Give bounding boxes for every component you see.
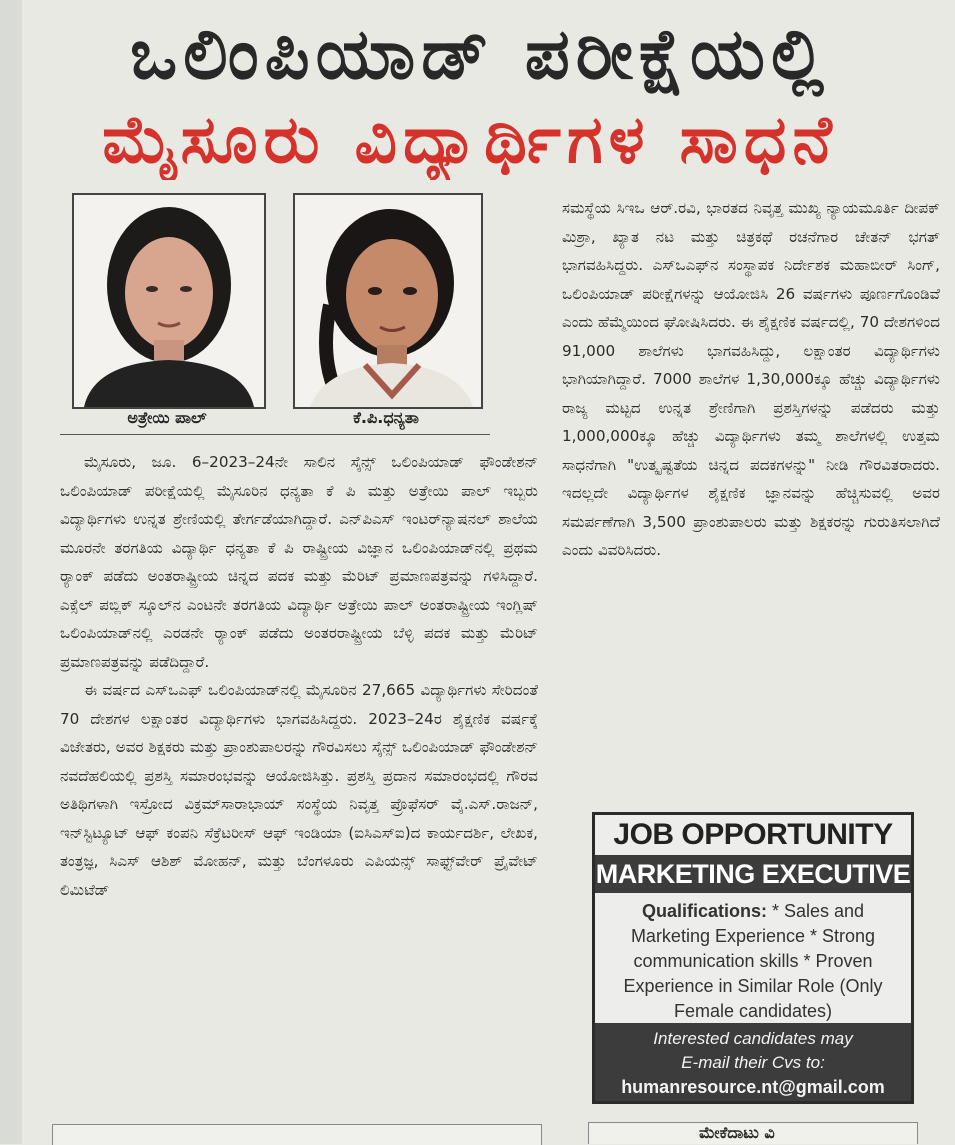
student-photo-dhanyatha: [293, 193, 483, 409]
article-column-left: [60, 448, 538, 1120]
job-advertisement: [592, 812, 914, 1104]
ad-email-link[interactable]: humanresource.nt@gmail.com: [621, 1077, 885, 1097]
headline-line-1: ಒಲಿಂಪಿಯಾಡ್ ಪರೀಕ್ಷೆಯಲ್ಲಿ: [130, 13, 830, 95]
ad-subtitle: MARKETING EXECUTIVE: [595, 855, 911, 893]
article-paragraph: ಸಮಸ್ಥೆಯ ಸಿಇಒ ಆರ್.ರವಿ, ಭಾರತದ ನಿವೃತ್ತ ಮುಖ್ಯ ನ್ಯಾಯಮೂರ್ತಿ ದೀಪಕ್ ಮಿಶ್ರಾ, ಖ್ಯಾತ ನಟ ಮತ್ತು ಚಿತ್ರಕಥೆ ರಚನೆಗಾರ ಚೇತನ್ ಭಗತ್ ಭಾಗವಹಿಸಿದ್ದರು. ಎಸ್‌ಒಎಫ್‌ನ ಸಂಸ್ಥಾಪಕ ನಿರ್ದೇಶಕ ಮಹಾಬೀರ್ ಸಿಂಗ್, ಒಲಿಂಪಿಯಾಡ್ ಪರೀಕ್ಷೆಗಳನ್ನು ಆಯೋಜಿಸಿ 26 ವರ್ಷಗಳು ಪೂರ್ಣಗೊಂಡಿವೆ ಎಂದು ಹೆಮ್ಮೆಯಿಂದ ಘೋಷಿಸಿದರು. ಈ ಶೈಕ್ಷಣಿಕ ವರ್ಷದಲ್ಲಿ, 70 ದೇಶಗಳಿಂದ 91,000 ಶಾಲೆಗಳು ಭಾಗವಹಿಸಿದ್ದು, ಲಕ್ಷಾಂತರ ವಿದ್ಯಾರ್ಥಿಗಳು ಭಾಗಿಯಾಗಿದ್ದಾರೆ. 7000 ಶಾಲೆಗಳ 1,30,000ಕ್ಕೂ ಹೆಚ್ಚು ವಿದ್ಯಾರ್ಥಿಗಳು ರಾಜ್ಯ ಮಟ್ಟದ ಉನ್ನತ ಶ್ರೇಣಿಗಾಗಿ ಪ್ರಶಸ್ತಿಗಳನ್ನು ಪಡೆದರು ಮತ್ತು 1,000,000ಕ್ಕೂ ಹೆಚ್ಚು ವಿದ್ಯಾರ್ಥಿಗಳು ತಮ್ಮ ಶಾಲೆಗಳಲ್ಲಿ ಉತ್ತಮ ಸಾಧನೆಗಾಗಿ "ಉತ್ಕೃಷ್ಟತೆಯ ಚಿನ್ನದ ಪದಕಗಳನ್ನು" ನೀಡಿ ಗೌರವಿತರಾದರು. ಇದಲ್ಲದೇ ವಿದ್ಯಾರ್ಥಿಗಳ ಶೈಕ್ಷಣಿಕ ಜ್ಞಾನವನ್ನು ಹೆಚ್ಚಿಸುವಲ್ಲಿ ಅವರ ಸಮರ್ಪಣೆಗಾಗಿ 3,500 ಪ್ರಾಂಶುಪಾಲರು ಮತ್ತು ಶಿಕ್ಷಕರನ್ನು ಗುರುತಿಸಲಾಗಿದೆ ಎಂದು ವಿವರಿಸಿದರು.: [562, 199, 940, 559]
headline-line-2: ಮೈಸೂರು ವಿದ್ಯಾರ್ಥಿಗಳ ಸಾಧನೆ: [102, 101, 838, 178]
ad-contact: [595, 1023, 911, 1101]
caption-divider: [60, 434, 490, 435]
article-paragraph: ಈ ವರ್ಷದ ಎಸ್‌ಒಎಫ್ ಒಲಿಂಪಿಯಾಡ್‌ನಲ್ಲಿ ಮೈಸೂರಿನ 27,665 ವಿದ್ಯಾರ್ಥಿಗಳು ಸೇರಿದಂತೆ 70 ದೇಶಗಳ ಲಕ್ಷಾಂತರ ವಿದ್ಯಾರ್ಥಿಗಳು ಭಾಗವಹಿಸಿದ್ದರು. 2023–24ರ ಶೈಕ್ಷಣಿಕ ವರ್ಷಕ್ಕೆ ವಿಜೇತರು, ಅವರ ಶಿಕ್ಷಕರು ಮತ್ತು ಪ್ರಾಂಶುಪಾಲರನ್ನು ಗೌರವಿಸಲು ಸೈನ್ಸ್ ಒಲಿಂಪಿಯಾಡ್ ಫೌಂಡೇಶನ್ ನವದೆಹಲಿಯಲ್ಲಿ ಪ್ರಶಸ್ತಿ ಸಮಾರಂಭವನ್ನು ಆಯೋಜಿಸಿತ್ತು. ಪ್ರಶಸ್ತಿ ಪ್ರದಾನ ಸಮಾರಂಭದಲ್ಲಿ ಗೌರವ ಅತಿಥಿಗಳಾಗಿ ಇಸ್ರೋದ ವಿಕ್ರಮ್‌ಸಾರಾಭಾಯ್ ಸಂಸ್ಥೆಯ ನಿವೃತ್ತ ಪ್ರೊಫೆಸರ್ ವೈ.ಎಸ್.ರಾಜನ್, ಇನ್‌ಸ್ಟಿಟ್ಯೂಟ್ ಆಫ್ ಕಂಪನಿ ಸೆಕ್ರೆಟರೀಸ್ ಆಫ್ ಇಂಡಿಯಾ (ಐಸಿಎಸ್‌ಐ)ದ ಕಾರ್ಯದರ್ಶಿ, ಲೇಖಕ, ತಂತ್ರಜ್ಞ, ಸಿಎಸ್ ಆಶಿಶ್ ಮೋಹನ್, ಮತ್ತು ಬೆಂಗಳೂರು ಎಪಿಯನ್ಸ್ ಸಾಫ್ಟ್‌ವೇರ್ ಪ್ರೈವೇಟ್ ಲಿಮಿಟೆಡ್: [60, 681, 538, 899]
photo-caption-dhanyatha: ಕೆ.ಪಿ.ಧನ್ಯತಾ: [353, 408, 419, 427]
article-column-right: [562, 194, 940, 794]
ad-contact-line-2: E-mail their Cvs to:: [681, 1053, 825, 1072]
ad-qualifications: [595, 893, 911, 1023]
student-photo-athreyi: [72, 193, 266, 409]
ad-qualifications-label: Qualifications:: [641, 901, 767, 921]
article-paragraph: ಮೈಸೂರು, ಜೂ. 6–2023–24ನೇ ಸಾಲಿನ ಸೈನ್ಸ್ ಒಲಿಂಪಿಯಾಡ್ ಫೌಂಡೇಶನ್ ಒಲಿಂಪಿಯಾಡ್ ಪರೀಕ್ಷೆಯಲ್ಲಿ ಮೈಸೂರಿನ ಧನ್ಯತಾ ಕೆ ಪಿ ಮತ್ತು ಅತ್ರೇಯಿ ಪಾಲ್ ಇಬ್ಬರು ವಿದ್ಯಾರ್ಥಿಗಳು ಉನ್ನತ ಶ್ರೇಣಿಯಲ್ಲಿ ತೇರ್ಗಡೆಯಾಗಿದ್ದಾರೆ. ಎನ್‌ಪಿಎಸ್ ಇಂಟರ್‌ನ್ಯಾಷನಲ್ ಶಾಲೆಯ ಮೂರನೇ ತರಗತಿಯ ವಿದ್ಯಾರ್ಥಿ ಧನ್ಯತಾ ಕೆ ಪಿ ರಾಷ್ಟ್ರೀಯ ವಿಜ್ಞಾನ ಒಲಿಂಪಿಯಾಡ್‌ನಲ್ಲಿ ಪ್ರಥಮ ರ್‍ಯಾಂಕ್ ಪಡೆದು ಅಂತರಾಷ್ಟ್ರೀಯ ಚಿನ್ನದ ಪದಕ ಮತ್ತು ಮೆರಿಟ್ ಪ್ರಮಾಣಪತ್ರವನ್ನು ಗಳಿಸಿದ್ದಾರೆ. ಎಕ್ಸೆಲ್ ಪಬ್ಲಿಕ್ ಸ್ಕೂಲ್‌ನ ಎಂಟನೇ ತರಗತಿಯ ವಿದ್ಯಾರ್ಥಿ ಅತ್ರೇಯಿ ಪಾಲ್ ಅಂತರಾಷ್ಟ್ರೀಯ ಇಂಗ್ಲಿಷ್ ಒಲಿಂಪಿಯಾಡ್‌ನಲ್ಲಿ ಎರಡನೇ ರ್‍ಯಾಂಕ್ ಪಡೆದು ಅಂತರರಾಷ್ಟ್ರೀಯ ಬೆಳ್ಳಿ ಪದಕ ಮತ್ತು ಮೆರಿಟ್ ಪ್ರಮಾಣಪತ್ರವನ್ನು ಪಡೆದಿದ್ದಾರೆ.: [60, 453, 538, 671]
next-article-box: [52, 1124, 542, 1145]
student-portrait-icon: [74, 195, 264, 407]
ad-qualifications-text: * Sales and Marketing Experience * Strong communication skills * Proven Experience in Similar Role (Only Female candidates): [623, 901, 883, 1021]
photo-caption-athreyi: ಅತ್ರೇಯಿ ಪಾಲ್: [127, 408, 207, 427]
ad-contact-line-1: Interested candidates may: [653, 1029, 853, 1048]
ad-title: JOB OPPORTUNITY: [613, 818, 893, 851]
student-portrait-icon: [295, 195, 481, 407]
next-article-heading: ಮೇಕೆದಾಟು ವಿ: [588, 1122, 918, 1144]
